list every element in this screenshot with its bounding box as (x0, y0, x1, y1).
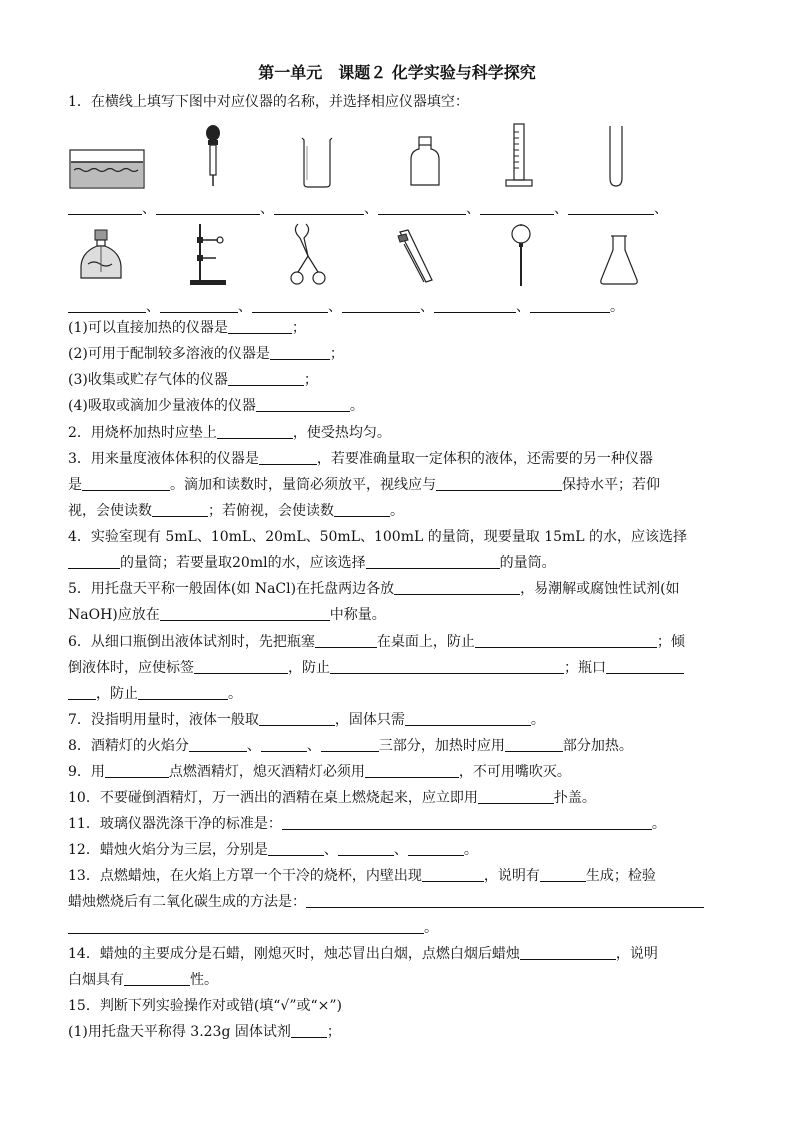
answer-blank[interactable] (408, 841, 464, 856)
answer-blank[interactable] (124, 971, 190, 986)
answer-blank[interactable] (436, 476, 562, 491)
question-3-line-2: 是 。滴加和读数时，量筒必须放平，视线应与 保持水平；若仰 (68, 477, 660, 493)
question-4-line-2: 的量筒；若要量取20ml的水，应该选择 的量筒。 (68, 553, 728, 573)
answer-blank[interactable] (217, 424, 293, 439)
answer-blank[interactable] (256, 397, 350, 412)
instrument-name-blank[interactable] (434, 298, 516, 313)
separator: 、 (516, 299, 530, 315)
question-6-line-1: 6．从细口瓶倒出液体试剂时，先把瓶塞 在桌面上，防止 ；倾 (68, 634, 685, 650)
instrument-name-blank[interactable] (68, 200, 142, 215)
instrument-name-blank[interactable] (156, 200, 260, 215)
question-7: 7．没指明用量时，液体一般取 ，固体只需 。 (68, 712, 545, 728)
answer-blank[interactable] (68, 554, 120, 569)
answer-blank[interactable] (152, 502, 208, 517)
crucible-tongs-icon (288, 222, 328, 288)
answer-blank[interactable] (138, 685, 228, 700)
conical-flask-icon (598, 234, 640, 286)
trough-icon (68, 140, 146, 192)
question-1-sub-4: (4)吸取或滴加少量液体的仪器 。 (68, 398, 364, 414)
test-tube-holder-icon (394, 226, 434, 286)
answer-blank[interactable] (228, 319, 292, 334)
question-9: 9．用 点燃酒精灯，熄灭酒精灯必须用 ，不可用嘴吹灭。 (68, 764, 571, 780)
question-14-line-2: 白烟具有 性。 (68, 972, 218, 988)
instrument-name-blank[interactable] (68, 298, 146, 313)
question-10: 10．不要碰倒酒精灯，万一洒出的酒精在桌上燃烧起来，应立即用 扑盖。 (68, 790, 596, 806)
question-12: 12．蜡烛火焰分为三层，分别是 、 、 。 (68, 842, 478, 858)
question-3-line-3: 视，会使读数 ；若俯视，会使读数 。 (68, 503, 404, 519)
question-3-line-1: 3．用来量度液体体积的仪器是 ，若要准确量取一定体积的液体，还需要的另一种仪器 (68, 451, 653, 467)
question-4-line-1: 4．实验室现有 5mL、10mL、20mL、50mL、100mL 的量筒，现要量取 15mL 的水，应该选择 (68, 529, 688, 545)
beaker-icon (298, 134, 334, 190)
separator: 、 (260, 201, 274, 217)
answer-blank[interactable] (306, 893, 704, 908)
question-6-line-3: ，防止 。 (68, 684, 728, 704)
instrument-name-blank[interactable] (274, 200, 364, 215)
answer-blank[interactable] (194, 659, 288, 674)
answer-blank[interactable] (259, 711, 335, 726)
answer-blank[interactable] (261, 737, 307, 752)
question-15-stem: 15．判断下列实验操作对或错(填“√”或“×”) (68, 998, 343, 1014)
answer-blank[interactable] (475, 633, 657, 648)
question-5-line-1: 5．用托盘天平称一般固体(如 NaCl)在托盘两边各放 ，易潮解或腐蚀性试剂(如 (68, 581, 680, 597)
dropper-icon (200, 124, 226, 188)
question-15-sub-1: (1)用托盘天平称得 3.23g 固体试剂 ； (68, 1024, 341, 1040)
answer-blank[interactable] (189, 737, 247, 752)
answer-blank[interactable] (422, 867, 484, 882)
instrument-name-blank[interactable] (160, 298, 238, 313)
answer-blank[interactable] (338, 841, 394, 856)
instrument-name-blank[interactable] (378, 200, 466, 215)
answer-blank[interactable] (321, 737, 379, 752)
answer-blank[interactable] (82, 476, 170, 491)
question-1-stem: 1．在横线上填写下图中对应仪器的名称，并选择相应仪器填空： (68, 94, 469, 110)
alcohol-lamp-icon (76, 228, 126, 288)
question-8: 8．酒精灯的火焰分 、 、 三部分，加热时应用 部分加热。 (68, 738, 633, 754)
answer-blank[interactable] (315, 633, 377, 648)
question-1-sub-2: (2)可用于配制较多溶液的仪器是 ； (68, 346, 344, 362)
instrument-name-blank[interactable] (342, 298, 420, 313)
answer-blank[interactable] (160, 606, 330, 621)
separator: 、 (364, 201, 378, 217)
answer-blank[interactable] (282, 815, 652, 830)
separator: 、 (654, 201, 668, 217)
question-1-sub-1: (1)可以直接加热的仪器是 ； (68, 320, 306, 336)
answer-blank[interactable] (105, 763, 169, 778)
test-tube-icon (605, 124, 627, 188)
answer-blank[interactable] (270, 345, 330, 360)
answer-blank[interactable] (268, 841, 324, 856)
iron-stand-icon (186, 222, 230, 288)
instrument-name-blank[interactable] (568, 200, 654, 215)
funnel-icon (506, 222, 536, 288)
question-5-line-2: NaOH)应放在 中称量。 (68, 607, 386, 623)
separator: 、 (146, 299, 160, 315)
answer-blank[interactable] (540, 867, 586, 882)
answer-blank[interactable] (405, 711, 531, 726)
instrument-name-blank[interactable] (480, 200, 554, 215)
question-1-sub-3: (3)收集或贮存气体的仪器 ； (68, 372, 318, 388)
answer-blank[interactable] (291, 1023, 327, 1038)
answer-blank[interactable] (330, 659, 564, 674)
question-6-line-2: 倒液体时，应使标签 ，防止 ；瓶口 (68, 658, 728, 678)
answer-blank[interactable] (365, 763, 459, 778)
answer-blank[interactable] (334, 502, 390, 517)
question-11: 11．玻璃仪器洗涤干净的标准是： 。 (68, 816, 666, 832)
question-2: 2．用烧杯加热时应垫上 ，使受热均匀。 (68, 425, 391, 441)
separator: 、 (328, 299, 342, 315)
answer-blank[interactable] (505, 737, 563, 752)
separator: 、 (420, 299, 434, 315)
question-13-line-2: 蜡烛燃烧后有二氧化碳生成的方法是： (68, 892, 728, 912)
answer-blank[interactable] (520, 945, 616, 960)
page-title: 第一单元 课题２ 化学实验与科学探究 (258, 63, 536, 82)
answer-blank[interactable] (68, 919, 424, 934)
answer-blank[interactable] (606, 659, 684, 674)
answer-blank[interactable] (68, 685, 96, 700)
separator: 、 (554, 201, 568, 217)
question-13-line-1: 13．点燃蜡烛，在火焰上方罩一个干冷的烧杯，内壁出现 ，说明有 生成；检验 (68, 868, 656, 884)
answer-blank[interactable] (228, 371, 304, 386)
question-14-line-1: 14．蜡烛的主要成分是石蜡，刚熄灭时，烛芯冒出白烟，点燃白烟后蜡烛 ，说明 (68, 946, 658, 962)
gas-bottle-icon (408, 135, 442, 189)
answer-blank[interactable] (366, 554, 500, 569)
row-1-blanks (68, 198, 728, 218)
answer-blank[interactable] (478, 789, 554, 804)
instrument-name-blank[interactable] (252, 298, 328, 313)
graduated-cylinder-icon (502, 122, 538, 190)
question-13-line-3: 。 (68, 918, 728, 938)
answer-blank[interactable] (394, 580, 520, 595)
row-2-blanks (68, 296, 728, 316)
separator: 、 (142, 201, 156, 217)
separator: 、 (466, 201, 480, 217)
instrument-name-blank[interactable] (530, 298, 610, 313)
answer-blank[interactable] (259, 450, 317, 465)
separator: 、 (238, 299, 252, 315)
period: 。 (610, 299, 624, 315)
